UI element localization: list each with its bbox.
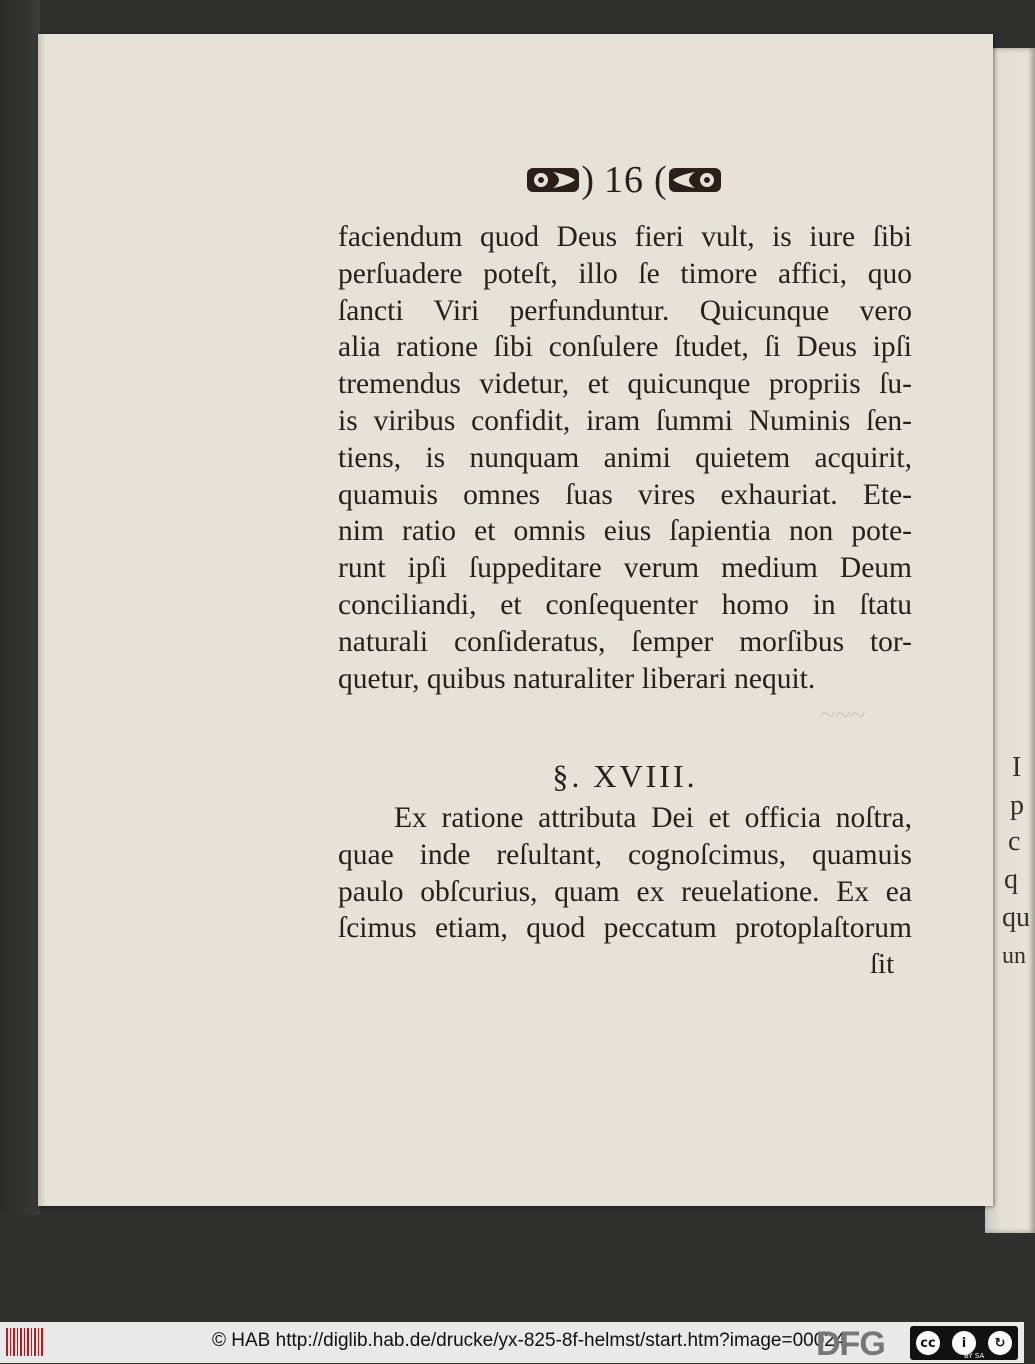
- text-line: quae inde reſultant, cognoſcimus, quamuis: [338, 838, 912, 871]
- text-line: tremendus videtur, et quicunque propriis ſu-: [338, 368, 912, 401]
- text-line: ſcimus etiam, quod peccatum protoplaſtorum: [338, 912, 912, 945]
- body-paragraph: [338, 219, 912, 697]
- second-paragraph: [338, 800, 912, 947]
- book-cover-bottom: [0, 1215, 1024, 1325]
- facing-fragment: q: [1004, 864, 1018, 895]
- text-line: quamuis omnes ſuas vires exhauriat. Ete-: [338, 478, 912, 511]
- text-line: quetur, quibus naturaliter liberari nequit.: [338, 662, 816, 695]
- page-number: 16: [604, 159, 644, 201]
- footer-bar: [0, 1322, 1024, 1363]
- cc-license-badge[interactable]: [910, 1326, 1018, 1360]
- text-line: tiens, is nunquam animi quietem acquirit,: [338, 441, 912, 474]
- facing-fragment: c: [1008, 826, 1021, 857]
- text-line: perſuadere poteſt, illo ſe timore affici, quo: [338, 257, 912, 290]
- facing-fragment: I: [1012, 752, 1022, 783]
- text-line: nim ratio et omnis eius ſapientia non pote-: [338, 515, 912, 548]
- ornament-right-icon: [667, 163, 723, 197]
- book-cover-left: [0, 0, 40, 1320]
- barcode-icon: [6, 1328, 44, 1356]
- paren-right: (: [654, 159, 667, 201]
- show-through: ~~~: [820, 700, 866, 731]
- facing-fragment: qu: [1002, 902, 1030, 933]
- text-line: conciliandi, et conſequenter homo in ſtatu: [338, 588, 912, 621]
- sa-icon: ↻: [988, 1331, 1012, 1355]
- source-url[interactable]: © HAB http://diglib.hab.de/drucke/yx-825-8f-helmst/start.htm?image=00024: [212, 1330, 846, 1351]
- facing-fragment: un: [1002, 943, 1026, 969]
- text-line: ſancti Viri perfunduntur. Quicunque vero: [338, 294, 912, 327]
- text-line: runt ipſi ſuppeditare verum medium Deum: [338, 552, 912, 585]
- text-line: faciendum quod Deus fieri vult, is iure ſibi: [338, 221, 912, 253]
- text-line: is viribus confidit, iram ſummi Numinis ſen-: [338, 404, 912, 437]
- page-edge: [38, 34, 46, 1206]
- text-line: naturali conſideratus, ſemper morſibus tor-: [338, 625, 912, 658]
- text-line: paulo obſcurius, quam ex reuelatione. Ex ea: [338, 875, 912, 908]
- facing-fragment: p: [1010, 790, 1024, 821]
- dfg-logo: DFG: [816, 1325, 885, 1363]
- section-heading: §. XVIII.: [552, 758, 698, 794]
- text-line: alia ratione ſibi conſulere ſtudet, ſi Deus ipſi: [338, 331, 912, 364]
- catchword: ſit: [870, 948, 895, 980]
- running-head: [497, 156, 751, 204]
- license-label: BY SA: [964, 1352, 985, 1360]
- cc-icon: cc: [916, 1331, 940, 1355]
- by-icon: i: [952, 1331, 976, 1355]
- text-line: Ex ratione attributa Dei et officia noſtra,: [394, 802, 912, 834]
- ornament-left-icon: [525, 163, 581, 197]
- paren-left: ): [581, 159, 594, 201]
